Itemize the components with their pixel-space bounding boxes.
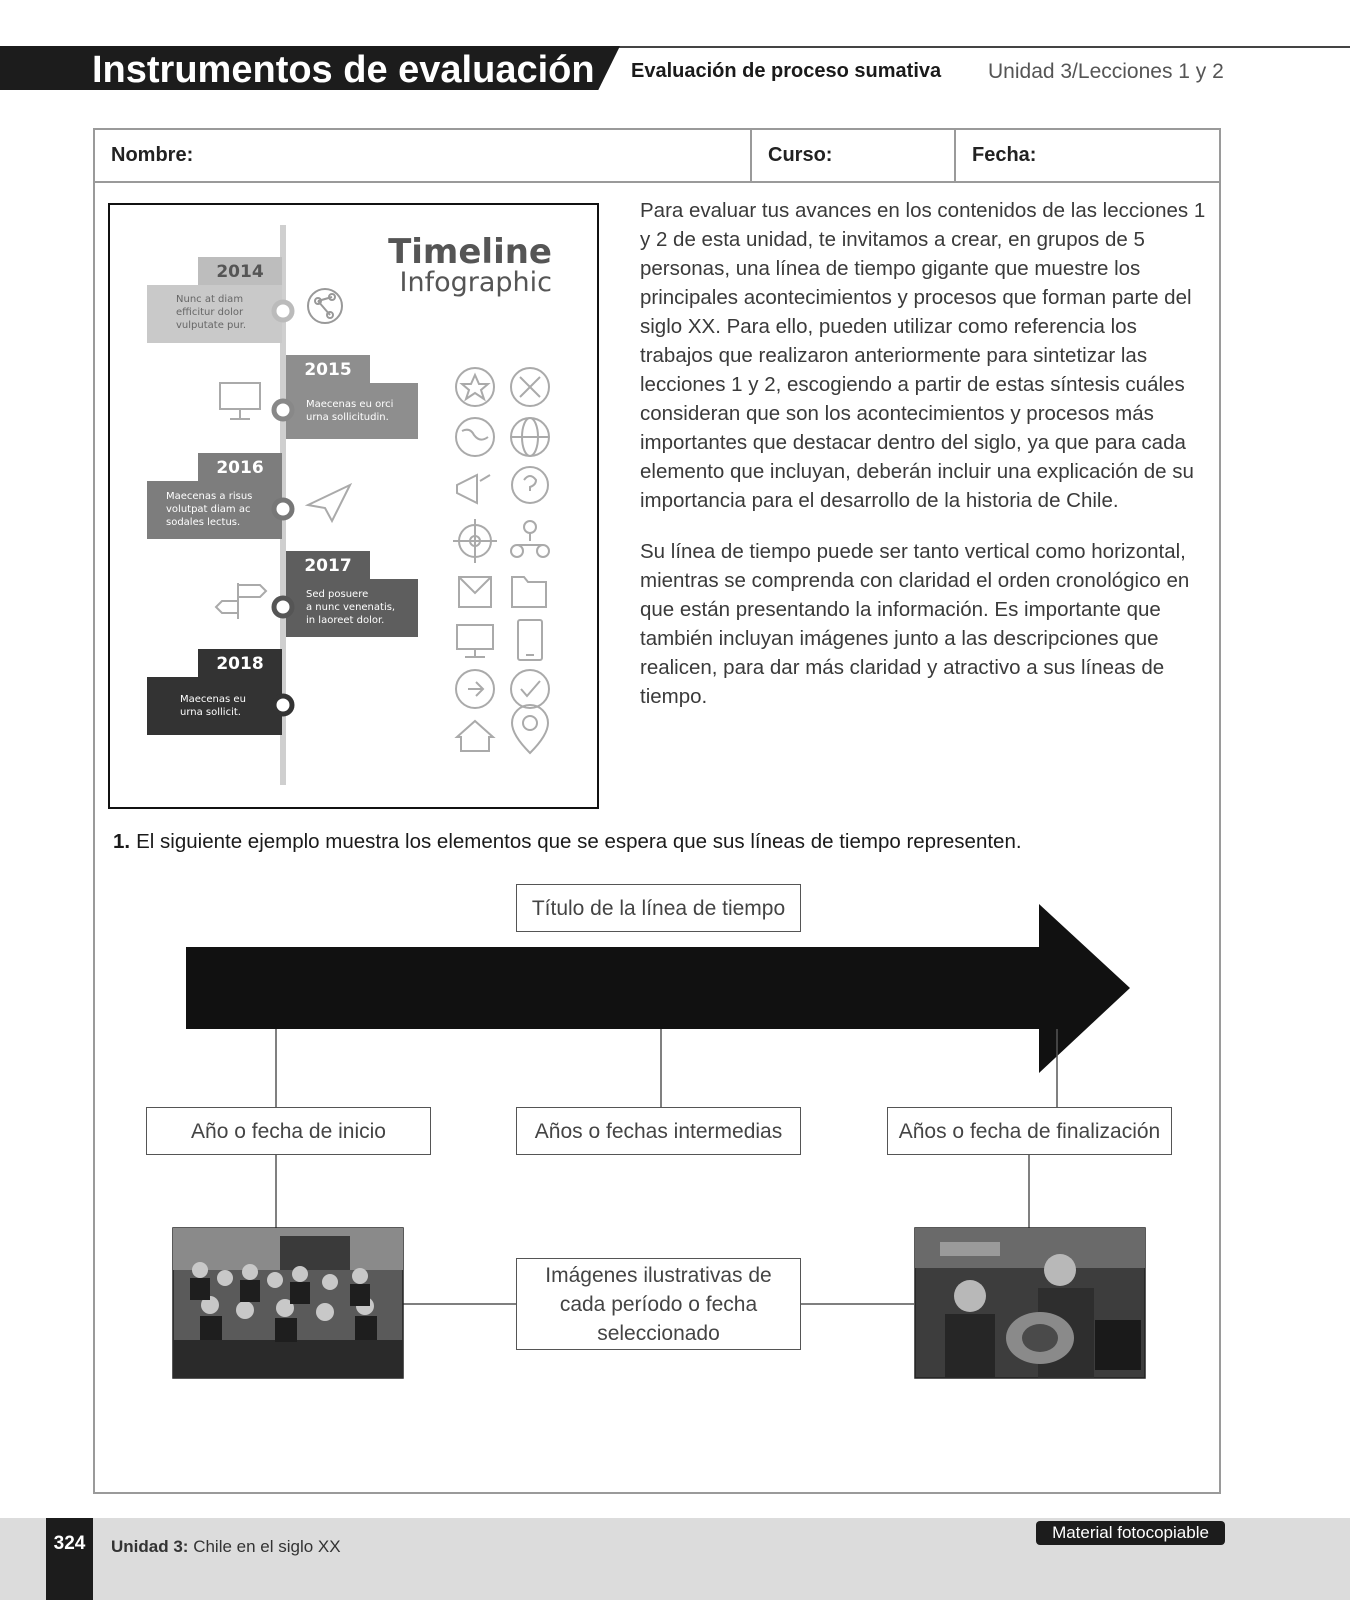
instructions-paragraph-2: Su línea de tiempo puede ser tanto vertical como horizontal, mientras se comprenda con claridad el orden cronológico en que están presentando la información. Es importante que también incluyan imágenes junto a las descripciones que realicen, para dar más claridad y atractivo a sus líneas de tiempo. (640, 540, 1190, 708)
infographic-title: Timeline (388, 232, 552, 272)
course-field[interactable]: Curso: (752, 130, 956, 181)
instructions-paragraph-1: Para evaluar tus avances en los contenidos de las lecciones 1 y 2 de esta unidad, te invitamos a crear, en grupos de 5 personas, una línea de tiempo gigante que muestre los principales acontecimientos y procesos que forman parte del siglo XX. Para ello, pueden utilizar como referencia los trabajos que realizaron anteriormente para sintetizar las lecciones 1 y 2, escogiendo a partir de estas síntesis cuáles consideran que son los acontecimientos y procesos más importantes que destacar dentro del siglo, ya que para cada elemento que incluyan, deberán incluir una explicación de su importancia para el desarrollo de la historia de Chile. (640, 199, 1206, 512)
question-number: 1. (113, 830, 131, 853)
svg-text:Nunc at diam efficitur: Nunc at diam efficitur dolor vulputate pur. (176, 294, 247, 331)
timeline-entry-2014 (147, 257, 342, 343)
svg-text:2014: 2014 (216, 262, 264, 282)
timeline-entry-2015 (220, 355, 418, 439)
svg-text:2015: 2015 (304, 360, 352, 380)
timeline-entry-2017 (216, 551, 418, 637)
footer-unit-label (111, 1537, 341, 1557)
page-number: 324 (53, 1533, 86, 1554)
svg-text:Sed posuere a nunc ven: Sed posuere a nunc venenatis, in laoreet dolor. (306, 589, 396, 626)
footer-unit-text: Chile en el siglo XX (193, 1537, 341, 1556)
date-field[interactable]: Fecha: (972, 144, 1037, 166)
infographic-subtitle: Infographic (399, 267, 552, 298)
timeline-entry-2016 (147, 453, 350, 539)
start-date-box: Año o fecha de inicio (146, 1107, 431, 1155)
instructions-text (640, 196, 1208, 733)
timeline-diagram (0, 870, 1350, 1390)
workers-photo (915, 1228, 1145, 1378)
middle-dates-box: Años o fechas intermedias (516, 1107, 801, 1155)
page-subtitle: Evaluación de proceso sumativa (631, 60, 942, 82)
svg-text:Maecenas eu urna solli: Maecenas eu urna sollicit. (180, 694, 246, 718)
question-1 (113, 830, 1022, 854)
icon-grid (453, 368, 549, 753)
svg-text:2016: 2016 (216, 458, 264, 478)
svg-text:2018: 2018 (216, 654, 264, 674)
svg-text:Maecenas a risus volut: Maecenas a risus volutpat diam ac sodales lectus. (166, 491, 253, 528)
page-number-tab (46, 1518, 93, 1600)
footer-unit-bold: Unidad 3: (111, 1537, 189, 1556)
timeline-title-box: Título de la línea de tiempo (516, 884, 801, 932)
images-description-box: Imágenes ilustrativas de cada período o fecha seleccionado (516, 1258, 801, 1350)
timeline-entry-2018 (147, 649, 292, 735)
svg-text:Maecenas eu orci urna: Maecenas eu orci urna sollicitudin. (306, 399, 394, 423)
photocopiable-badge: Material fotocopiable (1036, 1521, 1225, 1545)
end-date-box: Años o fecha de finalización (887, 1107, 1172, 1155)
page-title: Instrumentos de evaluación (92, 49, 595, 91)
name-field[interactable]: Nombre: (95, 130, 752, 181)
student-info-row (95, 130, 1219, 183)
question-text: El siguiente ejemplo muestra los elementos que se espera que sus líneas de tiempo representen. (136, 830, 1022, 853)
svg-text:2017: 2017 (304, 556, 352, 576)
unit-label: Unidad 3/Lecciones 1 y 2 (988, 60, 1224, 83)
classroom-photo (173, 1228, 403, 1378)
timeline-infographic-image (108, 203, 599, 809)
